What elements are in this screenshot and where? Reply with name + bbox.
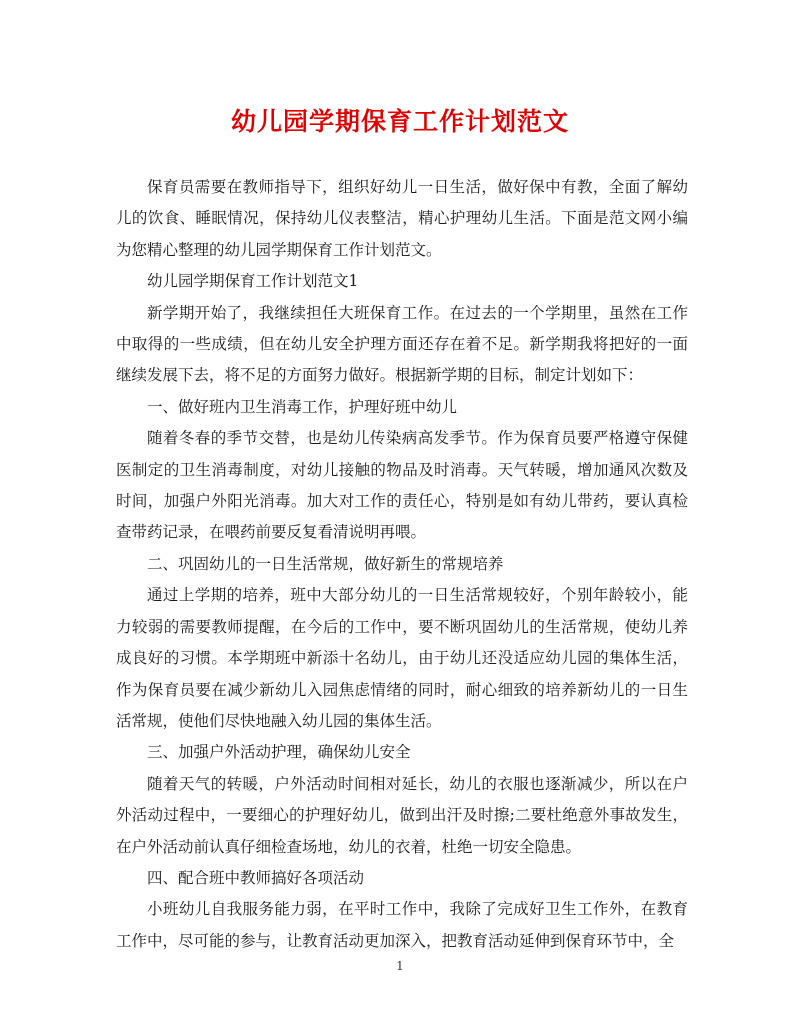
body-paragraph: 小班幼儿自我服务能力弱，在平时工作中，我除了完成好卫生工作外，在教育工作中，尽可能的参与，让教育活动更加深入，把教育活动延伸到保育环节中，全 [116, 900, 688, 950]
body-paragraph: 随着天气的转暖，户外活动时间相对延长，幼儿的衣服也逐渐减少，所以在户外活动过程中，一要细心的护理好幼儿，做到出汗及时擦;二要杜绝意外事故发生，在户外活动前认真仔细检查场地，幼儿的衣着，杜绝一切安全隐患。 [116, 774, 688, 856]
page-number: 1 [396, 959, 404, 973]
body-paragraph: 随着冬春的季节交替，也是幼儿传染病高发季节。作为保育员要严格遵守保健医制定的卫生消毒制度，对幼儿接触的物品及时消毒。天气转暖，增加通风次数及时间，加强户外阳光消毒。加大对工作的责任心，特别是如有幼儿带药，要认真检查带药记录，在喂药前要反复看清说明再喂。 [116, 429, 688, 542]
body-paragraph: 新学期开始了，我继续担任大班保育工作。在过去的一个学期里，虽然在工作中取得的一些成绩，但在幼儿安全护理方面还存在着不足。新学期我将把好的一面继续发展下去，将不足的方面努力做好。根据新学期的目标，制定计划如下： [116, 303, 688, 385]
section-heading-1: 一、做好班内卫生消毒工作，护理好班中幼儿 [147, 397, 458, 416]
document-title: 幼儿园学期保育工作计划范文 [230, 107, 569, 136]
body-paragraph: 通过上学期的培养，班中大部分幼儿的一日生活常规较好，个别年龄较小，能力较弱的需要教师提醒，在今后的工作中，要不断巩固幼儿的生活常规，使幼儿养成良好的习惯。本学期班中新添十名幼儿，由于幼儿还没适应幼儿园的集体生活，作为保育员要在减少新幼儿入园焦虑情绪的同时，耐心细致的培养新幼儿的一日生活常规，使他们尽快地融入幼儿园的集体生活。 [116, 586, 688, 730]
section-heading-sample-1: 幼儿园学期保育工作计划范文1 [147, 272, 359, 291]
section-heading-3: 三、加强户外活动护理，确保幼儿安全 [147, 743, 411, 762]
intro-paragraph: 保育员需要在教师指导下，组织好幼儿一日生活，做好保中有教，全面了解幼儿的饮食、睡眠情况，保持幼儿仪表整洁，精心护理幼儿生活。下面是范文网小编为您精心整理的幼儿园学期保育工作计划范文。 [116, 178, 688, 259]
section-heading-4: 四、配合班中教师搞好各项活动 [147, 868, 365, 887]
section-heading-2: 二、巩固幼儿的一日生活常规，做好新生的常规培养 [147, 554, 504, 573]
document-body [116, 172, 688, 957]
